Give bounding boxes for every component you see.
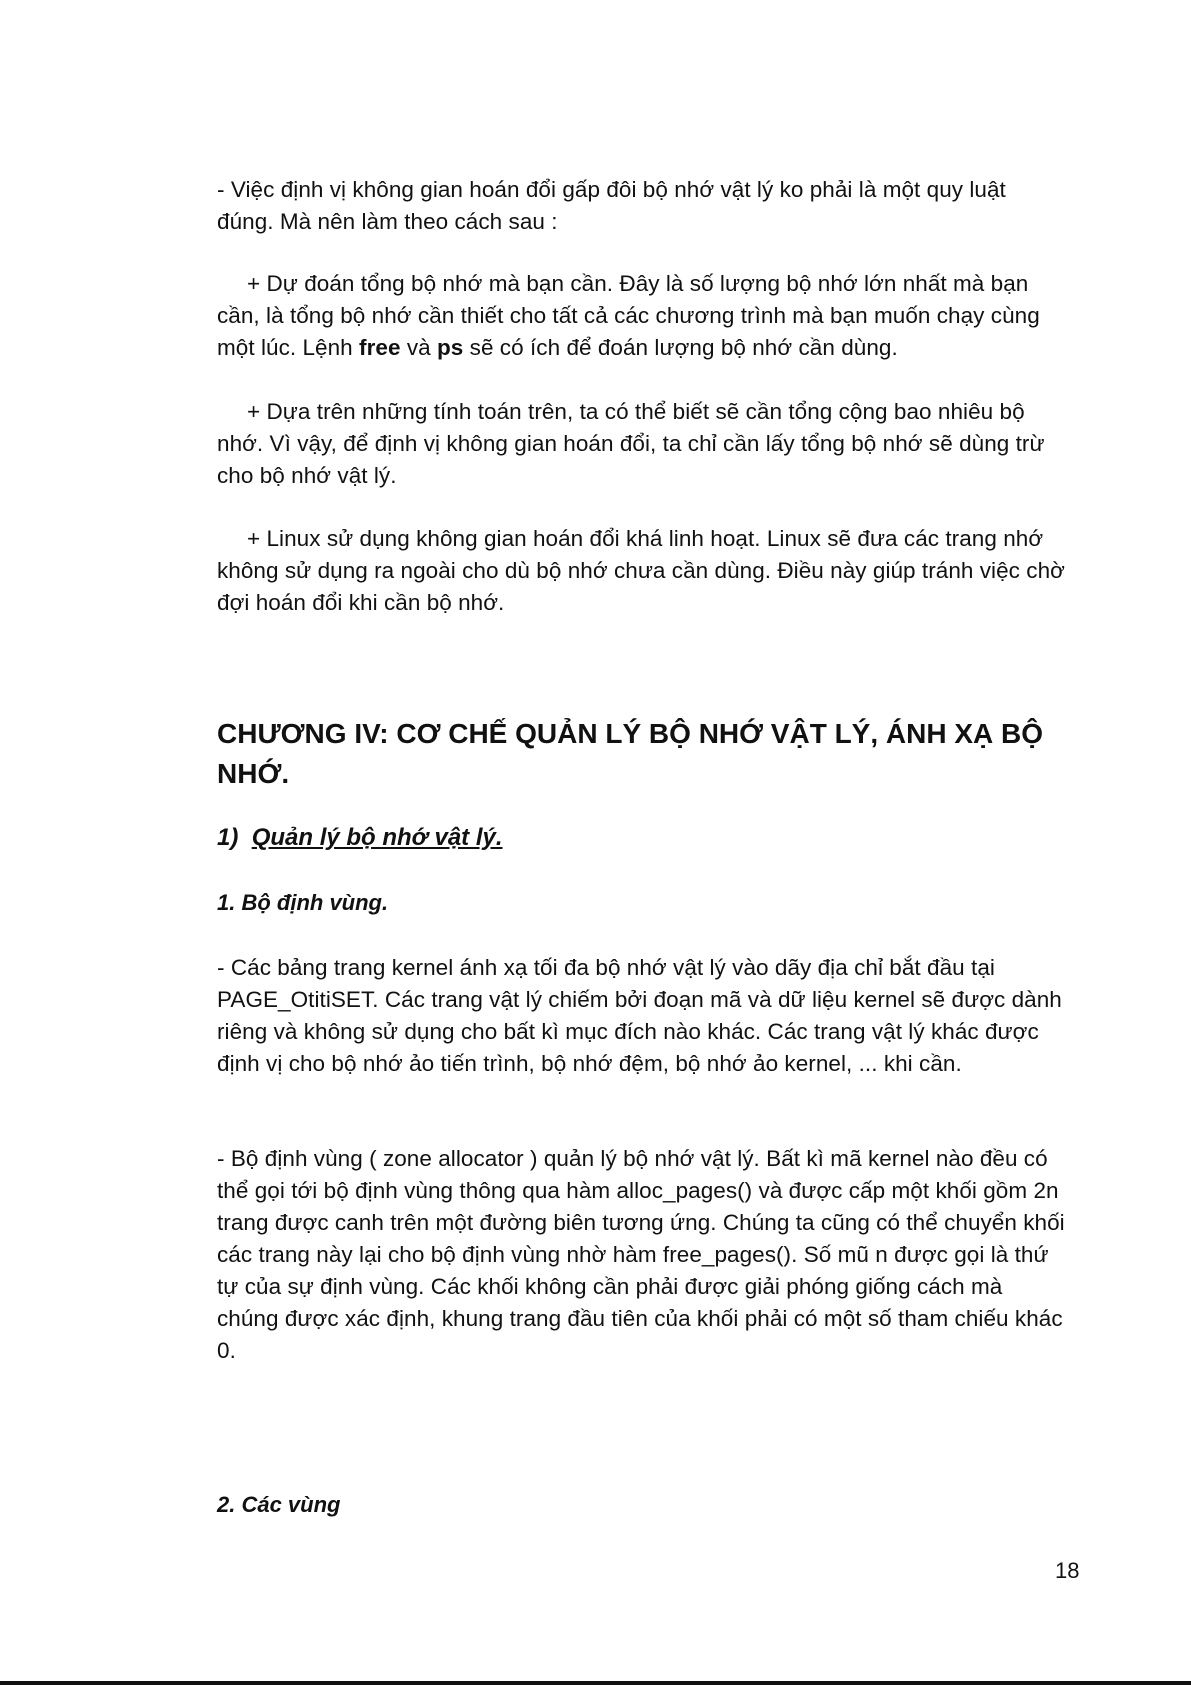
section-number: 1): [217, 824, 239, 851]
paragraph-calculation: + Dựa trên những tính toán trên, ta có thể biết sẽ cần tổng cộng bao nhiêu bộ nhớ. Vì vậy, để định vị không gian hoán đổi, ta chỉ cần lấy tổng bộ nhớ sẽ dùng trừ cho bộ nhớ vật lý.: [217, 399, 1045, 488]
paragraph-estimate-memory: [217, 268, 1067, 364]
paragraph-kernel-page-tables: - Các bảng trang kernel ánh xạ tối đa bộ nhớ vật lý vào dãy địa chỉ bắt đầu tại PAGE_OtitiSET. Các trang vật lý chiếm bởi đoạn mã và dữ liệu kernel sẽ được dành riêng và không sử dụng cho bất kì mục đích nào khác. Các trang vật lý khác được định vị cho bộ nhớ ảo tiến trình, bộ nhớ đệm, bộ nhớ ảo kernel, ... khi cần.: [217, 955, 1062, 1076]
subheading-zones: 2. Các vùng: [217, 1492, 341, 1517]
paragraph-zone-allocator: - Bộ định vùng ( zone allocator ) quản lý bộ nhớ vật lý. Bất kì mã kernel nào đều có thể gọi tới bộ định vùng thông qua hàm alloc_pages() và được cấp một khối gồm 2n trang được canh trên một đường biên tương ứng. Chúng ta cũng có thể chuyển khối các trang này lại cho bộ định vùng nhờ hàm free_pages(). Số mũ n được gọi là thứ tự của sự định vùng. Các khối không cần phải được giải phóng giống cách mà chúng được xác định, khung trang đầu tiên của khối phải có một số tham chiếu khác 0.: [217, 1146, 1065, 1363]
subheading-zone-allocator: 1. Bộ định vùng.: [217, 890, 389, 915]
section-title: Quản lý bộ nhớ vật lý.: [251, 824, 503, 851]
estimate-text-after: sẽ có ích để đoán lượng bộ nhớ cần dùng.: [463, 335, 898, 360]
section-heading-physical-memory: [217, 822, 503, 854]
page-number: 18: [1055, 1558, 1080, 1583]
command-ps: ps: [436, 335, 464, 360]
estimate-text-mid: và: [400, 335, 437, 360]
chapter-title: CHƯƠNG IV: CƠ CHẾ QUẢN LÝ BỘ NHỚ VẬT LÝ, ÁNH XẠ BỘ NHỚ.: [217, 718, 1044, 789]
paragraph-linux-swap: + Linux sử dụng không gian hoán đổi khá linh hoạt. Linux sẽ đưa các trang nhớ không sử dụng ra ngoài cho dù bộ nhớ chưa cần dùng. Điều này giúp tránh việc chờ đợi hoán đổi khi cần bộ nhớ.: [217, 526, 1065, 615]
bottom-border-rule: [0, 1681, 1191, 1685]
paragraph-swap-intro: - Việc định vị không gian hoán đổi gấp đôi bộ nhớ vật lý ko phải là một quy luật đúng. Mà nên làm theo cách sau :: [217, 177, 1006, 234]
command-free: free: [359, 335, 401, 360]
estimate-text-before: + Dự đoán tổng bộ nhớ mà bạn cần. Đây là số lượng bộ nhớ lớn nhất mà bạn cần, là tổng bộ nhớ cần thiết cho tất cả các chương trình mà bạn muốn chạy cùng một lúc. Lệnh: [217, 271, 1040, 360]
